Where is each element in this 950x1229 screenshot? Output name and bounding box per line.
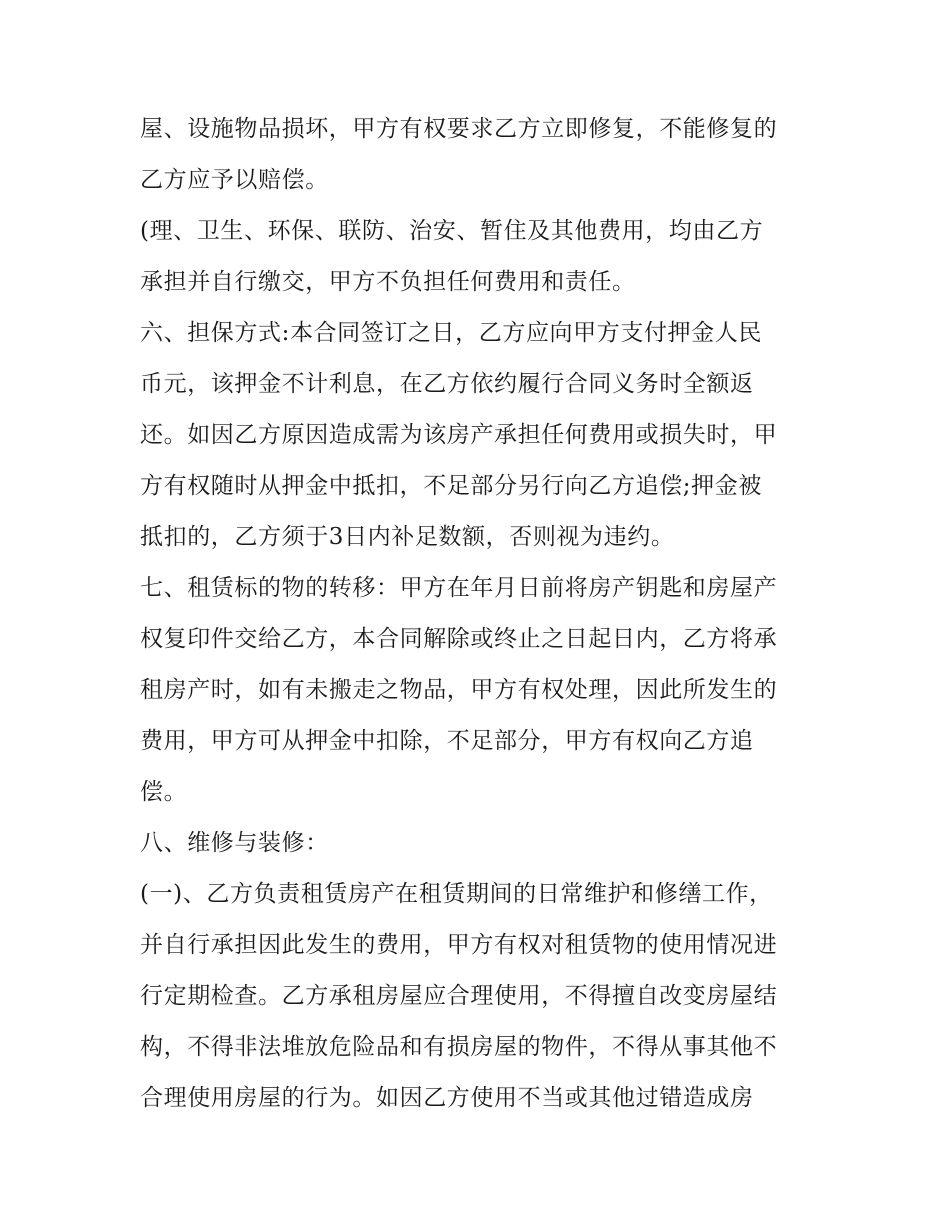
text-line: 构，不得非法堆放危险品和有损房屋的物件，不得从事其他不 <box>140 1034 778 1060</box>
text-line: 方有权随时从押金中抵扣，不足部分另行向乙方追偿;押金被 <box>140 473 762 499</box>
text-line: 承担并自行缴交，甲方不负担任何费用和责任。 <box>140 269 636 295</box>
text-line: 偿。 <box>140 779 188 805</box>
text-line: 屋、设施物品损坏，甲方有权要求乙方立即修复，不能修复的 <box>140 116 778 142</box>
text-line: (一)、乙方负责租赁房产在租赁期间的日常维护和修缮工作， <box>140 881 773 907</box>
text-line: 并自行承担因此发生的费用，甲方有权对租赁物的使用情况进 <box>140 932 778 958</box>
text-line: 币元，该押金不计利息，在乙方依约履行合同义务时全额返 <box>140 371 754 397</box>
text-line: 乙方应予以赔偿。 <box>140 167 329 193</box>
text-line: 七、租赁标的物的转移：甲方在年月日前将房产钥匙和房屋产 <box>140 575 778 601</box>
text-line: 抵扣的，乙方须于3日内补足数额，否则视为违约。 <box>140 524 675 550</box>
text-line: (理、卫生、环保、联防、治安、暂住及其他费用，均由乙方 <box>140 218 764 244</box>
text-line: 权复印件交给乙方，本合同解除或终止之日起日内，乙方将承 <box>140 626 778 652</box>
text-line: 六、担保方式:本合同签订之日，乙方应向甲方支付押金人民 <box>140 320 762 346</box>
text-line: 还。如因乙方原因造成需为该房产承担任何费用或损失时，甲 <box>140 422 778 448</box>
text-line: 租房产时，如有未搬走之物品，甲方有权处理，因此所发生的 <box>140 677 778 703</box>
text-line: 行定期检查。乙方承租房屋应合理使用，不得擅自改变房屋结 <box>140 983 778 1009</box>
document-body <box>140 104 820 1124</box>
text-line: 八、维修与装修： <box>140 830 329 856</box>
text-line: 费用，甲方可从押金中扣除，不足部分，甲方有权向乙方追 <box>140 728 754 754</box>
text-line: 合理使用房屋的行为。如因乙方使用不当或其他过错造成房 <box>140 1085 754 1111</box>
